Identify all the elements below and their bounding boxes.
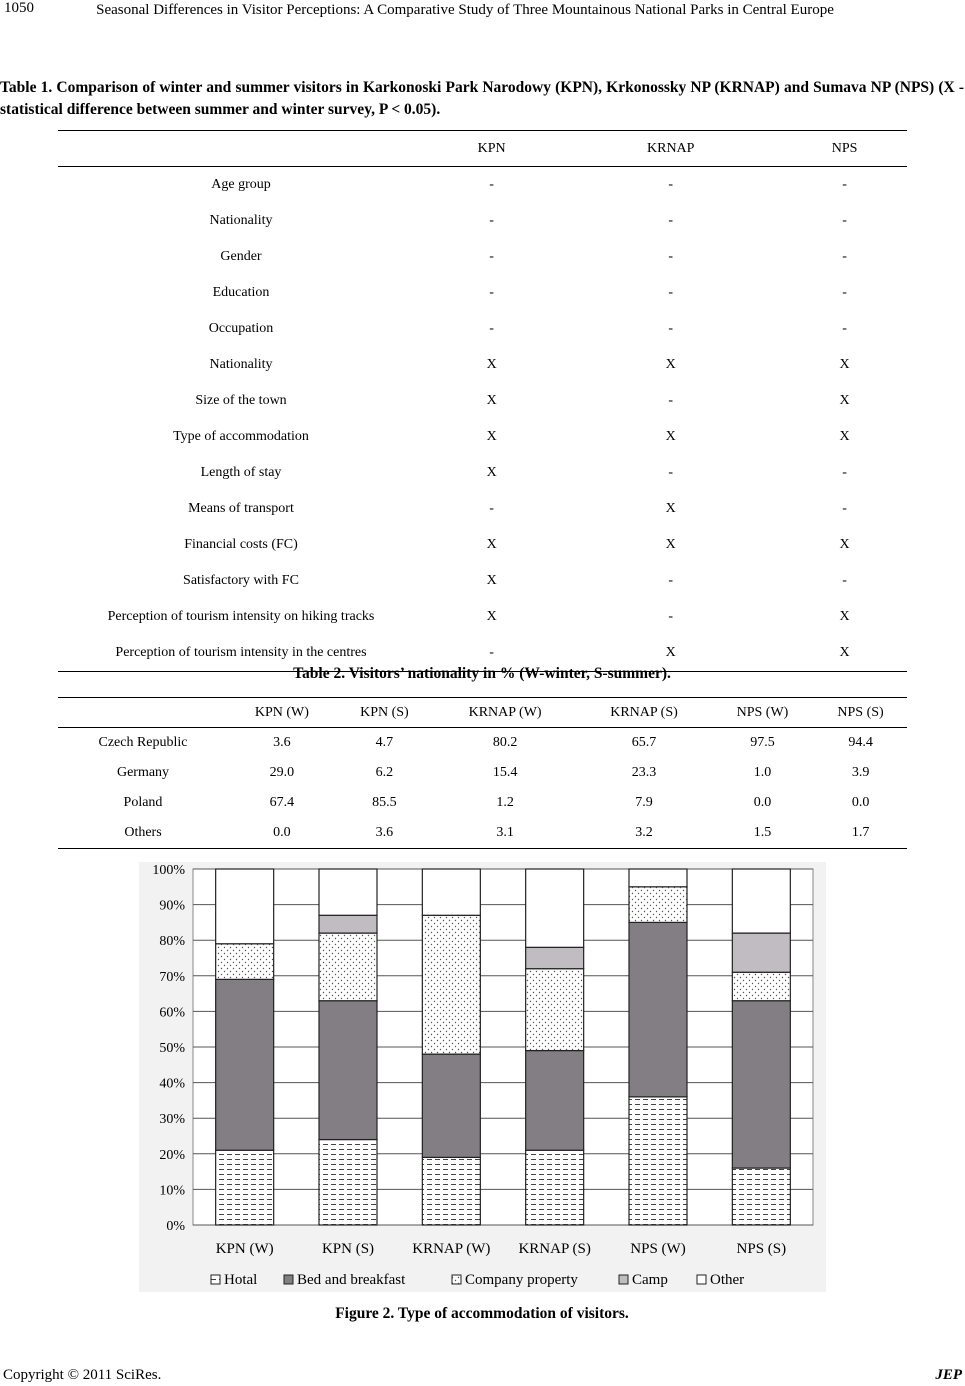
table-cell: 3.6 xyxy=(273,735,291,750)
table-cell: - xyxy=(842,213,847,228)
legend-swatch xyxy=(697,1275,706,1284)
table-cell: X xyxy=(839,429,850,444)
table-row xyxy=(58,758,907,788)
row-label: Type of accommodation xyxy=(173,429,309,444)
page-number: 1050 xyxy=(4,0,34,16)
legend-swatch xyxy=(619,1275,628,1284)
table-cell: - xyxy=(489,177,494,192)
bar-segment xyxy=(526,969,584,1051)
row-label: Means of transport xyxy=(188,501,294,516)
table-cell: X xyxy=(839,537,850,552)
legend-label: Bed and breakfast xyxy=(297,1272,406,1288)
table-cell: 97.5 xyxy=(750,735,775,750)
y-tick-label: 20% xyxy=(159,1147,185,1163)
y-tick-label: 50% xyxy=(159,1041,185,1056)
table-cell: X xyxy=(665,537,676,552)
table-row xyxy=(58,239,907,275)
table-cell: X xyxy=(839,393,850,408)
bar-segment xyxy=(732,869,790,933)
bar-segment xyxy=(526,1150,584,1225)
table-cell: X xyxy=(665,501,676,516)
y-tick-label: 30% xyxy=(159,1112,185,1128)
bar-segment xyxy=(422,869,480,915)
table-cell: - xyxy=(842,501,847,516)
table-cell: X xyxy=(486,609,497,624)
row-label: Czech Republic xyxy=(98,735,188,750)
table-row xyxy=(58,728,907,759)
table-cell: - xyxy=(842,573,847,588)
table-cell: - xyxy=(489,213,494,228)
table-cell: X xyxy=(665,357,676,372)
table-row xyxy=(58,275,907,311)
x-tick-label: NPS (W) xyxy=(630,1241,686,1257)
table-cell: 15.4 xyxy=(492,765,518,780)
table-cell: - xyxy=(668,213,674,228)
y-tick-label: 60% xyxy=(159,1005,185,1021)
table-cell: - xyxy=(668,465,674,480)
column-header: NPS xyxy=(782,131,907,167)
bar-segment xyxy=(422,1054,480,1157)
y-tick-label: 70% xyxy=(159,969,185,985)
table1 xyxy=(58,130,907,672)
y-tick-label: 90% xyxy=(159,898,185,914)
table-cell: X xyxy=(665,429,676,444)
row-label: Satisfactory with FC xyxy=(183,573,299,588)
footer-copyright: Copyright © 2011 SciRes. xyxy=(3,1367,162,1383)
table-cell: X xyxy=(839,357,850,372)
table-cell: - xyxy=(668,285,674,300)
table-cell: - xyxy=(489,321,494,336)
bar-segment xyxy=(422,1157,480,1225)
table-row xyxy=(58,599,907,635)
column-header: KRNAP (W) xyxy=(433,698,577,728)
row-label: Nationality xyxy=(209,213,273,228)
table-header-row xyxy=(58,698,907,728)
row-label: Education xyxy=(212,285,270,300)
legend-label: Company property xyxy=(465,1272,578,1288)
accommodation-chart-svg xyxy=(139,862,826,1292)
column-header: KPN xyxy=(424,131,559,167)
bar-segment xyxy=(319,869,377,915)
table-cell: 1.5 xyxy=(753,825,772,840)
table-cell: 3.9 xyxy=(851,765,870,780)
table-cell: 0.0 xyxy=(851,795,870,810)
table-cell: - xyxy=(489,645,494,660)
table-cell: - xyxy=(842,321,847,336)
table-row xyxy=(58,311,907,347)
table-cell: 3.6 xyxy=(375,825,394,840)
bar-segment xyxy=(216,979,274,1150)
table2 xyxy=(58,697,907,849)
bar-segment xyxy=(526,869,584,947)
table-row xyxy=(58,383,907,419)
running-title: Seasonal Differences in Visitor Perceptions: A Comparative Study of Three Mountainous National Parks in Central Europe xyxy=(96,2,834,18)
table-cell: - xyxy=(668,249,674,264)
table-cell: X xyxy=(486,465,497,480)
table-row xyxy=(58,203,907,239)
table-row xyxy=(58,527,907,563)
table-row xyxy=(58,818,907,849)
table-cell: 4.7 xyxy=(375,735,394,750)
row-label: Age group xyxy=(211,177,271,192)
bar-segment xyxy=(732,1001,790,1168)
x-tick-label: KPN (W) xyxy=(215,1241,274,1257)
row-label: Size of the town xyxy=(195,393,287,408)
accommodation-chart xyxy=(139,862,826,1292)
bar-segment xyxy=(216,1150,274,1225)
table-cell: - xyxy=(489,249,494,264)
table-cell: 1.7 xyxy=(851,825,870,840)
table1-caption: Table 1. Comparison of winter and summer visitors in Karkonoski Park Narodowy (KPN), Krkonossky NP (KRNAP) and Sumava NP (NPS) (X - statistical difference between summer and winter survey, P < 0.05). xyxy=(0,79,964,118)
table-cell: - xyxy=(668,609,674,624)
table-cell: 65.7 xyxy=(631,735,657,750)
table-row xyxy=(58,455,907,491)
legend-swatch xyxy=(211,1275,220,1284)
column-header: KPN (W) xyxy=(228,698,336,728)
table-cell: X xyxy=(486,393,497,408)
x-tick-label: KRNAP (S) xyxy=(518,1241,591,1257)
table-row xyxy=(58,347,907,383)
bar-segment xyxy=(526,947,584,968)
table-cell: 85.5 xyxy=(372,795,397,810)
column-header: KRNAP xyxy=(559,131,782,167)
bar-segment xyxy=(319,1001,377,1140)
y-tick-label: 10% xyxy=(159,1183,185,1199)
bar-segment xyxy=(732,933,790,972)
table-cell: 29.0 xyxy=(269,765,295,780)
bar-segment xyxy=(319,933,377,1001)
bar-segment xyxy=(629,887,687,923)
table-cell: 80.2 xyxy=(492,735,518,750)
bar-segment xyxy=(319,915,377,933)
footer-journal: JEP xyxy=(935,1367,962,1383)
table-cell: 0.0 xyxy=(273,825,291,840)
table-cell: - xyxy=(842,285,847,300)
bar-segment xyxy=(732,972,790,1000)
table-cell: X xyxy=(665,645,676,660)
y-tick-label: 80% xyxy=(159,934,185,950)
x-tick-label: KRNAP (W) xyxy=(412,1241,491,1257)
table-cell: - xyxy=(842,465,847,480)
bar-segment xyxy=(422,915,480,1054)
table-cell: X xyxy=(839,645,850,660)
row-label: Gender xyxy=(220,249,262,264)
bar-segment xyxy=(732,1168,790,1225)
x-tick-label: NPS (S) xyxy=(736,1241,787,1257)
table-cell: - xyxy=(668,177,674,192)
table-cell: 3.2 xyxy=(635,825,653,840)
table-cell: X xyxy=(486,429,497,444)
table-cell: 6.2 xyxy=(375,765,394,780)
legend-label: Other xyxy=(710,1272,745,1288)
row-label: Nationality xyxy=(209,357,273,372)
bar-segment xyxy=(629,1097,687,1225)
table-cell: - xyxy=(668,573,674,588)
row-label: Occupation xyxy=(208,321,274,336)
legend-swatch xyxy=(284,1275,293,1284)
bar-segment xyxy=(629,922,687,1096)
row-label: Others xyxy=(124,825,162,840)
table-cell: 23.3 xyxy=(631,765,657,780)
bar-segment xyxy=(629,869,687,887)
row-label: Financial costs (FC) xyxy=(184,537,298,552)
table-cell: - xyxy=(489,501,494,516)
row-label: Germany xyxy=(116,765,170,780)
legend-label: Hotal xyxy=(224,1272,258,1288)
table-cell: 1.0 xyxy=(753,765,772,780)
bar-segment xyxy=(216,869,274,944)
table-cell: - xyxy=(842,249,847,264)
y-tick-label: 0% xyxy=(166,1219,185,1234)
column-header: NPS (S) xyxy=(814,698,907,728)
bar-segment xyxy=(216,944,274,980)
column-header xyxy=(58,131,424,167)
legend-swatch xyxy=(452,1275,461,1284)
table-row xyxy=(58,167,907,204)
table2-caption: Table 2. Visitors’ nationality in % (W-winter, S-summer). xyxy=(293,665,671,682)
table-row xyxy=(58,419,907,455)
column-header: NPS (W) xyxy=(711,698,814,728)
column-header: KRNAP (S) xyxy=(577,698,711,728)
row-label: Perception of tourism intensity on hiking tracks xyxy=(107,609,375,624)
table-cell: - xyxy=(489,285,494,300)
table-row xyxy=(58,491,907,527)
bar-segment xyxy=(526,1051,584,1151)
table-cell: X xyxy=(486,357,497,372)
legend-label: Camp xyxy=(632,1272,668,1288)
table-cell: - xyxy=(668,321,674,336)
table-cell: 1.2 xyxy=(496,795,514,810)
table-row xyxy=(58,563,907,599)
table-header-row xyxy=(58,131,907,167)
table-cell: X xyxy=(839,609,850,624)
table-cell: 67.4 xyxy=(269,795,295,810)
figure2-caption: Figure 2. Type of accommodation of visitors. xyxy=(335,1305,629,1322)
column-header xyxy=(58,698,228,728)
y-tick-label: 100% xyxy=(152,863,185,878)
row-label: Poland xyxy=(123,795,163,810)
table-cell: 7.9 xyxy=(635,795,653,810)
y-tick-label: 40% xyxy=(159,1076,185,1092)
table-cell: X xyxy=(486,573,497,588)
bar-segment xyxy=(319,1140,377,1225)
table-cell: - xyxy=(842,177,847,192)
column-header: KPN (S) xyxy=(336,698,433,728)
table-cell: 3.1 xyxy=(496,825,514,840)
row-label: Perception of tourism intensity in the centres xyxy=(115,645,367,660)
table-cell: 94.4 xyxy=(848,735,873,750)
table-cell: 0.0 xyxy=(753,795,772,810)
x-tick-label: KPN (S) xyxy=(321,1241,375,1257)
table-cell: - xyxy=(668,393,674,408)
table-cell: X xyxy=(486,537,497,552)
row-label: Length of stay xyxy=(200,465,282,480)
table-row xyxy=(58,788,907,818)
